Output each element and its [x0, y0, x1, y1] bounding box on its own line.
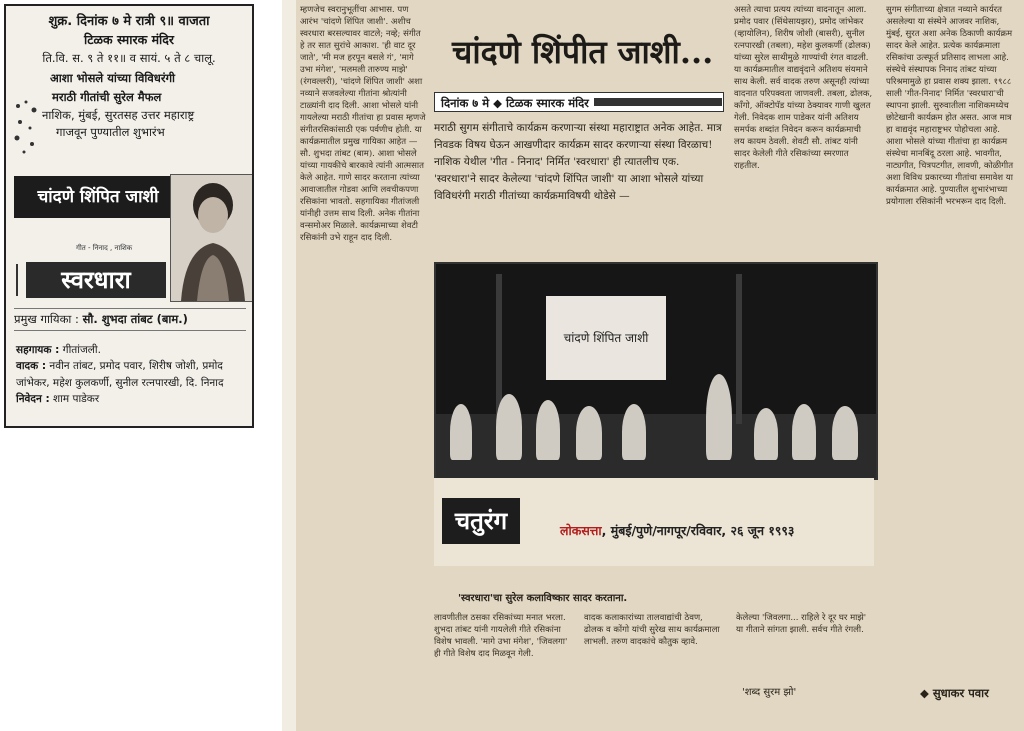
- newspaper-edition: , मुंबई/पुणे/नागपूर/रविवार, २६ जून १९९३: [601, 523, 795, 538]
- brand-divider: [16, 264, 26, 296]
- ad-tagline-2: मराठी गीतांची सुरेल मैफल: [52, 90, 162, 104]
- dateline-rule: [594, 98, 722, 106]
- article-column-bottom-c: केलेल्या 'जिवलगा... राहिले रे दूर घर माझे' या गीताने सांगता झाली. सर्वच गीते रंगली.: [736, 613, 867, 635]
- section-strip: [434, 478, 874, 566]
- article-column-bottom-a: लावणीतील ठसका रसिकांच्या मनात भरला. शुभदा तांबट यांनी गायलेली गीते रसिकांना विशेष भावली. 'मागे उभा मंगेश', 'जिवलगा' ही गीते विशेष दाद मिळवून गेली.: [434, 613, 568, 659]
- ad-credits: [16, 342, 248, 407]
- ad-tagline-3: नाशिक, मुंबई, सुरतसह उत्तर महाराष्ट्र: [42, 108, 195, 122]
- article-headline: चांदणे शिंपीत जाशी...: [452, 33, 714, 71]
- article-dateline: दिनांक ७ मे ◆ टिळक स्मारक मंदिर: [434, 92, 724, 112]
- musician-figure: [576, 406, 602, 460]
- stage-banner: चांदणे शिंपित जाशी: [546, 296, 666, 380]
- photo-caption: 'स्वरधारा'चा सुरेल कलाविष्कार सादर करताना.: [458, 593, 628, 604]
- article-column-right: सुगम संगीताच्या क्षेत्रात नव्याने कार्यरत असलेल्या या संस्थेने आजवर नाशिक, मुंबई, सुरत अशा अनेक ठिकाणी कार्यक्रम सादर केले आहेत. प्रत्येक कार्यक्रमाला रसिकांचा उत्स्फूर्त प्रतिसाद लाभला आहे. संस्थेचे संस्थापक निनाद तांबट यांच्या परिश्रमामुळे हा प्रवास शक्य झाला. १९८८ साली 'गीत-निनाद' निर्मित 'स्वरधारा'ची स्थापना झाली. सुरुवातीला नाशिकमध्येच छोटेखानी कार्यक्रम होत असत. आज मात्र हा वाद्यवृंद महाराष्ट्रभर पोहोचला आहे. आशा भोसले यांच्या गीतांचा हा कार्यक्रम संस्थेचा मानबिंदू ठरला आहे. भावगीत, नाट्यगीत, चित्रपटगीत, लावणी, कोळीगीत अशा विविध प्रकारच्या गीतांचा समावेश या कार्यक्रमात आहे. पुण्यातील शुभारंभाच्या प्रयोगाला रसिकांनी भरभरून दाद दिली.: [886, 5, 1014, 207]
- newspaper-name: [560, 522, 794, 539]
- ad-tagline-1: आशा भोसले यांच्या विविधरंगी: [50, 71, 176, 85]
- players-names: नवीन तांबट, प्रमोद पवार, शिरीष जोशी, प्रमोद जांभेकर, महेश कुलकर्णी, सुनील रत्नपारखी, दि. निनाद: [16, 360, 224, 389]
- article-subhead: 'शब्द सुरम झो': [742, 687, 797, 698]
- concert-advertisement: [4, 4, 254, 428]
- musician-figure: [496, 394, 522, 460]
- musician-figure: [706, 374, 732, 460]
- players-label: वादक :: [16, 360, 47, 373]
- ad-venue: टिळक स्मारक मंदिर: [83, 32, 175, 47]
- musician-figure: [792, 404, 816, 460]
- article-intro: मराठी सुगम संगीताचे कार्यक्रम करणाऱ्या संस्था महाराष्ट्रात अनेक आहेत. मात्र निवडक विषय घेऊन आखणीदार कार्यक्रम सादर करणाऱ्या संस्था विरळाच! नाशिक येथील 'गीत - निनाद' निर्मित 'स्वरधारा' ही त्यातलीच एक. 'स्वरधारा'ने सादर केलेल्या 'चांदणे शिंपित जाशी' या आशा भोसले यांच्या विविधरंगी मराठी गीतांच्या कार्यक्रमाविषयी थोडेसे —: [434, 122, 722, 202]
- co-singer-name: गीतांजली.: [62, 344, 101, 356]
- newspaper-title: लोकसत्ता: [560, 523, 602, 538]
- host-label: निवेदन :: [16, 392, 50, 405]
- section-logo: चतुरंग: [442, 498, 520, 544]
- decorative-stars-icon: [12, 98, 42, 158]
- musician-figure: [450, 404, 472, 460]
- musician-figure: [536, 400, 560, 460]
- lead-singer-line: [14, 308, 246, 331]
- ad-tagline-4: गाजवून पुण्यातील शुभारंभ: [56, 125, 165, 139]
- musician-figure: [754, 408, 778, 460]
- concert-photo: [434, 262, 878, 480]
- ad-title-banner: चांदणे शिंपित जाशी: [14, 176, 182, 218]
- page-fold: [282, 0, 296, 731]
- host-name: शाम पाडेकर: [53, 392, 100, 405]
- singer-photo: [170, 174, 254, 302]
- co-singer-label: सहगायक :: [16, 344, 60, 356]
- author-byline: ◆ सुधाकर पवार: [920, 686, 989, 700]
- article-column-left: म्हणजेच स्वरानुभूतींचा आभास. पण आरंभ 'चांदणे शिंपित जाशी'. अशीच स्वरधारा बरसल्यावर वाटले; नव्हे; संगीत हे तर सात सुरांचे आकाश. 'ही वाट दूर जाते', 'मी मज हरपून बसले गं', 'मागे उभा मंगेश', 'मलमली तारुण्य माझे' (रंगवल्लरी), 'चांदणे शिंपित जाशी' अशा नव्याने सजवलेल्या गीतांना श्रोत्यांनी टाळ्यांनी दाद दिली. आशा भोसले यांनी गायलेल्या मराठी गीतांचा हा प्रवास म्हणजे संगीतरसिकांसाठी एक पर्वणीच होती. या कार्यक्रमातील प्रमुख गायिका आहेत — सौ. शुभदा तांबट (बाम). आशा भोसले यांच्या गायकीचे बारकावे त्यांनी आत्मसात केले आहेत. गाणे सादर करताना त्यांच्या आवाजातील गोडवा आणि लवचीकपणा रसिकांना भावतो. सहगायिका गीतांजली यांनीही उत्तम साथ दिली. अनेक गीतांना वन्समोअर मिळाले. कार्यक्रमाच्या शेवटी रसिकांनी उभे राहून दाद दिली.: [300, 5, 426, 243]
- musician-figure: [622, 404, 646, 460]
- ad-booking-hours: ति.वि. स. ९ ते ११॥ व सायं. ५ ते ८ चालू.: [42, 51, 216, 65]
- musician-figure: [832, 406, 858, 460]
- lead-singer-label: प्रमुख गायिका :: [14, 312, 79, 326]
- article-column-mid: असते त्याचा प्रत्यय त्यांच्या वादनातून आला. प्रमोद पवार (सिंथेसायझर), प्रमोद जांभेकर (व्हायोलिन), शिरीष जोशी (बासरी), सुनील रत्नपारखी (तबला), महेश कुलकर्णी (ढोलक) यांच्या सुरेल साथीमुळे गाण्यांची रंगत वाढली. या कार्यक्रमातील वाद्यवृंदाने अतिशय संयमाने साथ केली. सर्व वादक तरुण असूनही त्यांच्या वादनात परिपक्वता जाणवली. तबला, ढोलक, काँगो, ऑक्टोपॅड यांच्या ठेक्यावर गाणी खुलत गेली. निवेदक शाम पाडेकर यांनी अतिशय समर्पक शब्दांत निवेदन करून कार्यक्रमाची लय कायम ठेवली. शेवटी सौ. तांबट यांनी सादर केलेली गीते रसिकांच्या स्मरणात राहतील.: [734, 5, 873, 171]
- newspaper-clipping: [282, 0, 1024, 731]
- article-column-bottom-b: वादक कलाकारांच्या तालवाद्यांची ठेवण, ढोलक व कोंगो यांची सुरेख साथ कार्यक्रमाला लाभली. तरुण वादकांचे कौतुक व्हावे.: [584, 613, 720, 647]
- ad-date-line: शुक्र. दिनांक ७ मे रात्री ९॥ वाजता: [48, 14, 210, 29]
- brand-subtitle: गीत - निनाद , नाशिक: [76, 244, 133, 252]
- brand-logo: स्वरधारा: [26, 262, 166, 298]
- lead-singer-name: सौ. शुभदा तांबट (बाम.): [82, 312, 188, 326]
